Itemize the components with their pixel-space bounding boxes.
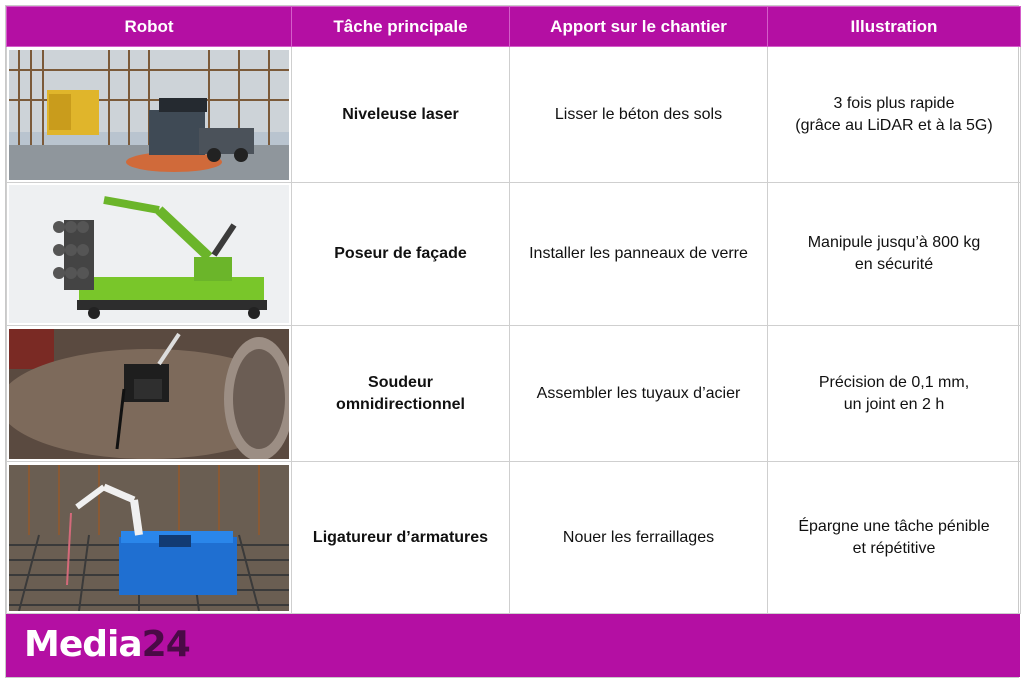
task-line: Soudeur [368,373,433,391]
brand-part1: Media [24,624,142,665]
illustration-line: Épargne une tâche pénible [798,517,990,535]
table-row [7,47,1021,183]
task-cell [292,326,510,462]
rebar-tying-robot-photo [9,465,289,611]
robot-image-cell [7,47,292,183]
illustration-line: (grâce au LiDAR et à la 5G) [795,116,993,134]
header-benefit: Apport sur le chantier [510,7,768,47]
table-row [7,183,1021,326]
benefit-cell: Lisser le béton des sols [510,47,768,183]
facade-installation-robot-photo [9,185,289,323]
header-illustration: Illustration [768,7,1021,47]
robot-image-cell [7,462,292,614]
laser-screed-robot-photo [9,50,289,180]
illustration-line: Précision de 0,1 mm, [818,373,970,391]
illustration-cell [768,183,1021,326]
task-cell: Ligatureur d’armatures [292,462,510,614]
task-line: omnidirectionnel [336,395,465,413]
header-task: Tâche principale [292,7,510,47]
benefit-cell: Installer les panneaux de verre [510,183,768,326]
media24-logo [24,624,190,665]
illustration-line: et répétitive [852,539,936,557]
illustration-cell [768,462,1021,614]
task-cell: Niveleuse laser [292,47,510,183]
benefit-cell: Assembler les tuyaux d’acier [510,326,768,462]
illustration-cell [768,326,1021,462]
robot-image-cell [7,326,292,462]
table-row [7,462,1021,614]
illustration-line: un joint en 2 h [843,395,945,413]
benefit-cell: Nouer les ferraillages [510,462,768,614]
illustration-line: en sécurité [854,256,934,273]
robot-image-cell [7,183,292,326]
illustration-line: Manipule jusqu’à 800 kg [807,234,981,251]
table-row [7,326,1021,462]
comparison-card [5,5,1019,678]
robot-table [6,6,1021,614]
table-header-row [7,7,1021,47]
task-cell: Poseur de façade [292,183,510,326]
header-robot: Robot [7,7,292,47]
brand-part2: 24 [141,624,190,665]
pipe-welding-robot-photo [9,329,289,459]
illustration-line: 3 fois plus rapide [833,94,955,112]
footer-bar [6,614,1020,677]
illustration-cell [768,47,1021,183]
